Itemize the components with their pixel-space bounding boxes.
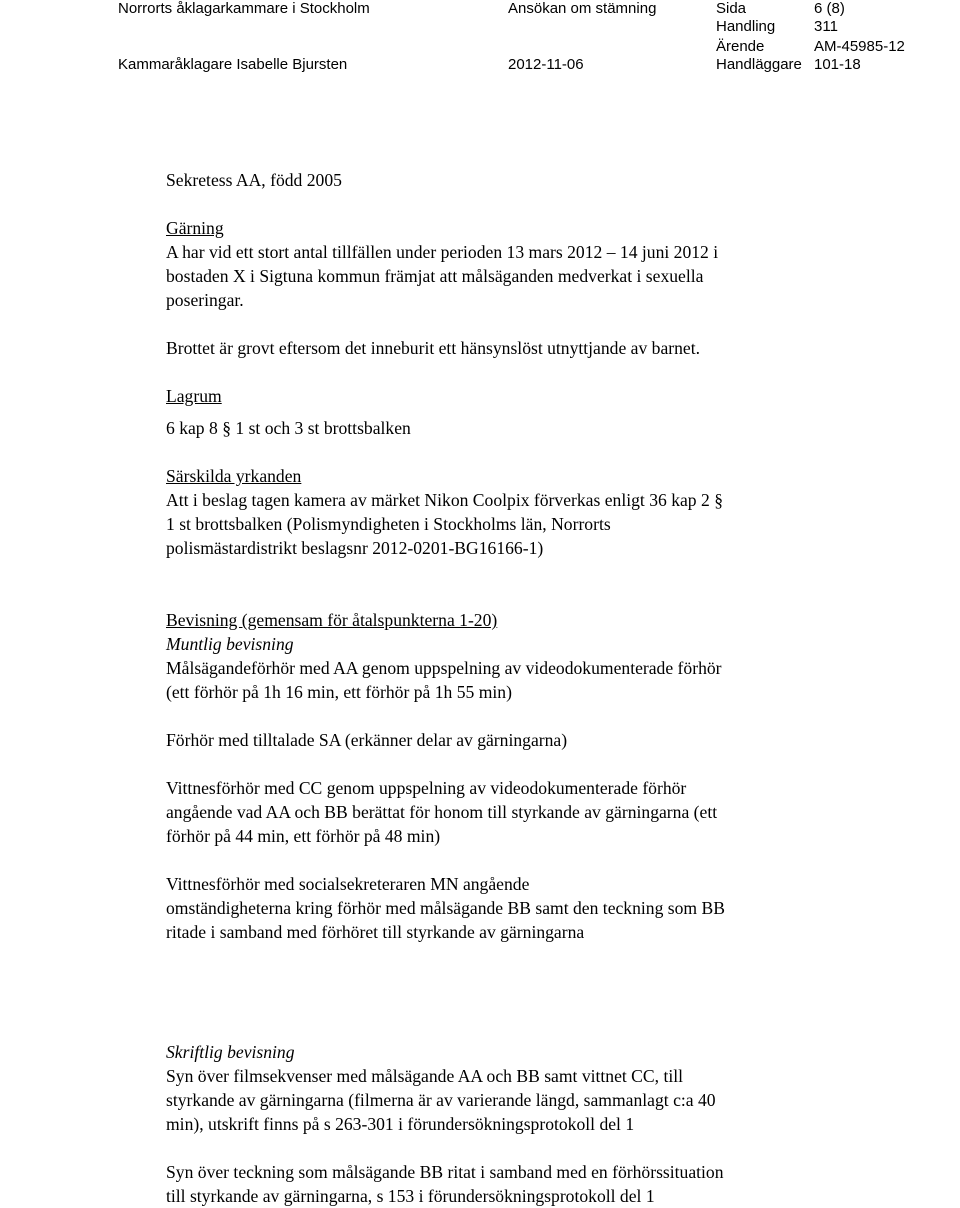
muntlig-item: Förhör med tilltalade SA (erkänner delar av gärningarna) (166, 730, 568, 750)
aggravation-statement: Brottet är grovt eftersom det inneburit ett hänsynslöst utnyttjande av barnet. (166, 338, 701, 358)
muntlig-line: (ett förhör på 1h 16 min, ett förhör på 1h 55 min) (166, 682, 512, 702)
muntlig-bevisning-heading: Muntlig bevisning (166, 634, 294, 654)
skriftlig-bevisning-heading: Skriftlig bevisning (166, 1042, 295, 1062)
muntlig-line: Vittnesförhör med CC genom uppspelning av videodokumenterade förhör (166, 778, 687, 798)
skriftlig-line: styrkande av gärningarna (filmerna är av varierande längd, sammanlagt c:a 40 (166, 1090, 716, 1110)
skriftlig-line: till styrkande av gärningarna, s 153 i förundersökningsprotokoll del 1 (166, 1186, 655, 1206)
garning-line: A har vid ett stort antal tillfällen under perioden 13 mars 2012 – 14 juni 2012 i (166, 242, 719, 262)
arende-value: AM-45985-12 (814, 38, 905, 55)
page-label: Sida (716, 0, 747, 17)
prosecutor-name: Kammaråklagare Isabelle Bjursten (118, 56, 348, 73)
document-type: Ansökan om stämning (508, 0, 657, 17)
garning-line: bostaden X i Sigtuna kommun främjat att målsäganden medverkat i sexuella (166, 266, 704, 286)
confidentiality-note: Sekretess AA, född 2005 (166, 170, 342, 190)
skriftlig-item (166, 1064, 866, 1136)
bevisning-heading: Bevisning (gemensam för åtalspunkterna 1-20) (166, 610, 498, 630)
document-body (166, 168, 866, 1208)
muntlig-line: omständigheterna kring förhör med målsägande BB samt den teckning som BB (166, 898, 725, 918)
page-value: 6 (8) (814, 0, 845, 17)
office-name: Norrorts åklagarkammare i Stockholm (118, 0, 370, 17)
muntlig-item (166, 872, 866, 944)
muntlig-item (166, 776, 866, 848)
garning-heading: Gärning (166, 218, 224, 238)
skriftlig-line: Syn över filmsekvenser med målsägande AA och BB samt vittnet CC, till (166, 1066, 683, 1086)
handlaggare-label: Handläggare (716, 56, 802, 73)
document-date: 2012-11-06 (508, 56, 584, 73)
lagrum-text: 6 kap 8 § 1 st och 3 st brottsbalken (166, 418, 411, 438)
muntlig-line: angående vad AA och BB berättat för honom till styrkande av gärningarna (ett (166, 802, 718, 822)
handling-label: Handling (716, 18, 776, 35)
garning-line: poseringar. (166, 290, 244, 310)
handling-value: 311 (814, 18, 838, 35)
sarskilda-yrkanden-text (166, 488, 866, 560)
muntlig-item (166, 656, 866, 704)
sarskilda-yrkanden-heading: Särskilda yrkanden (166, 466, 302, 486)
skriftlig-line: Syn över teckning som målsägande BB ritat i samband med en förhörssituation (166, 1162, 724, 1182)
sarskilda-line: Att i beslag tagen kamera av märket Nikon Coolpix förverkas enligt 36 kap 2 § (166, 490, 723, 510)
muntlig-line: förhör på 44 min, ett förhör på 48 min) (166, 826, 441, 846)
sarskilda-line: 1 st brottsbalken (Polismyndigheten i Stockholms län, Norrorts (166, 514, 611, 534)
muntlig-line: Vittnesförhör med socialsekreteraren MN angående (166, 874, 530, 894)
handlaggare-value: 101-18 (814, 56, 861, 73)
lagrum-heading: Lagrum (166, 386, 222, 406)
skriftlig-item (166, 1160, 866, 1208)
muntlig-line: ritade i samband med förhöret till styrkande av gärningarna (166, 922, 585, 942)
muntlig-line: Målsägandeförhör med AA genom uppspelning av videodokumenterade förhör (166, 658, 722, 678)
sarskilda-line: polismästardistrikt beslagsnr 2012-0201-BG16166-1) (166, 538, 544, 558)
garning-text (166, 240, 866, 312)
skriftlig-line: min), utskrift finns på s 263-301 i förundersökningsprotokoll del 1 (166, 1114, 635, 1134)
arende-label: Ärende (716, 38, 765, 55)
